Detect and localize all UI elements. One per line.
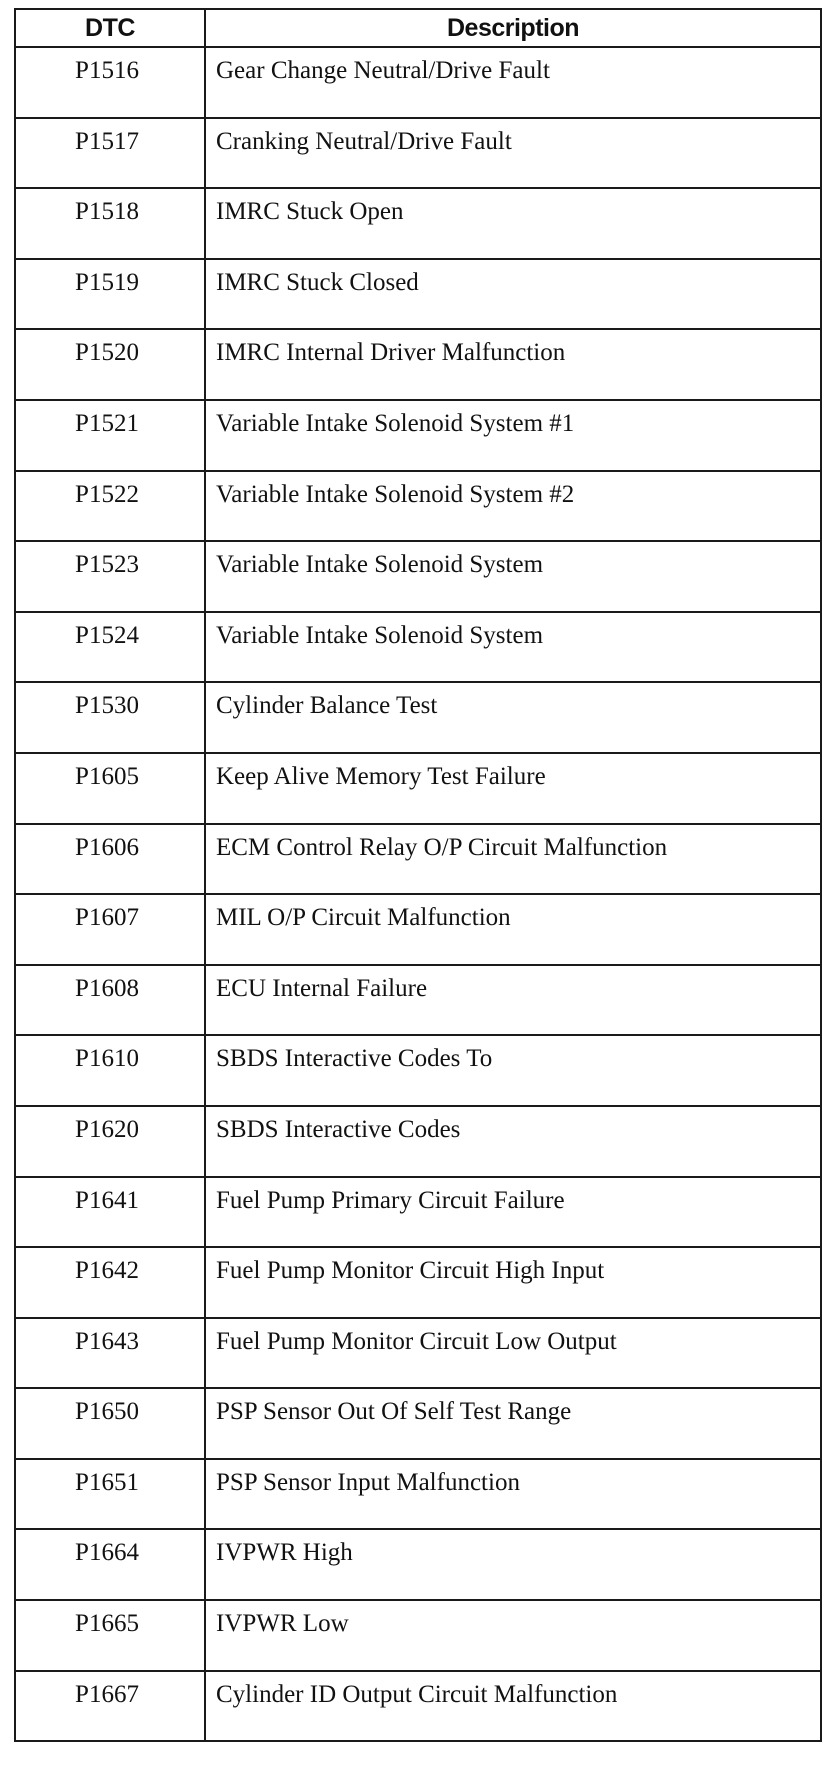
table-row — [15, 1035, 821, 1106]
table-row — [15, 894, 821, 965]
dtc-description-cell: Cylinder Balance Test — [205, 682, 821, 753]
table-row — [15, 1529, 821, 1600]
dtc-description-cell: Gear Change Neutral/Drive Fault — [205, 47, 821, 118]
table-row — [15, 1671, 821, 1742]
dtc-code-cell: P1667 — [15, 1671, 205, 1742]
table-row — [15, 1600, 821, 1671]
table-row — [15, 118, 821, 189]
dtc-description-cell: Cylinder ID Output Circuit Malfunction — [205, 1671, 821, 1742]
dtc-code-cell: P1524 — [15, 612, 205, 683]
dtc-code-cell: P1608 — [15, 965, 205, 1036]
dtc-code-cell: P1665 — [15, 1600, 205, 1671]
dtc-code-cell: P1642 — [15, 1247, 205, 1318]
table-row — [15, 1388, 821, 1459]
dtc-description-cell: SBDS Interactive Codes To — [205, 1035, 821, 1106]
table-row — [15, 824, 821, 895]
table-row — [15, 329, 821, 400]
table-row — [15, 400, 821, 471]
table-row — [15, 965, 821, 1036]
dtc-code-cell: P1606 — [15, 824, 205, 895]
dtc-code-cell: P1643 — [15, 1318, 205, 1389]
dtc-description-cell: IMRC Stuck Open — [205, 188, 821, 259]
dtc-code-cell: P1516 — [15, 47, 205, 118]
dtc-description-cell: Fuel Pump Primary Circuit Failure — [205, 1177, 821, 1248]
dtc-description-cell: Variable Intake Solenoid System — [205, 541, 821, 612]
dtc-code-cell: P1605 — [15, 753, 205, 824]
header-description: Description — [205, 9, 821, 47]
dtc-description-cell: SBDS Interactive Codes — [205, 1106, 821, 1177]
dtc-description-cell: ECU Internal Failure — [205, 965, 821, 1036]
table-row — [15, 188, 821, 259]
dtc-code-cell: P1651 — [15, 1459, 205, 1530]
dtc-code-cell: P1523 — [15, 541, 205, 612]
table-row — [15, 541, 821, 612]
table-row — [15, 682, 821, 753]
dtc-code-cell: P1620 — [15, 1106, 205, 1177]
dtc-code-cell: P1607 — [15, 894, 205, 965]
table-row — [15, 47, 821, 118]
dtc-description-cell: IMRC Internal Driver Malfunction — [205, 329, 821, 400]
table-row — [15, 259, 821, 330]
table-row — [15, 1106, 821, 1177]
dtc-description-cell: Variable Intake Solenoid System #2 — [205, 471, 821, 542]
dtc-description-cell: PSP Sensor Input Malfunction — [205, 1459, 821, 1530]
dtc-description-cell: ECM Control Relay O/P Circuit Malfunction — [205, 824, 821, 895]
table-row — [15, 1318, 821, 1389]
table-row — [15, 612, 821, 683]
dtc-code-cell: P1517 — [15, 118, 205, 189]
table-row — [15, 1247, 821, 1318]
header-row — [15, 9, 821, 47]
dtc-code-cell: P1641 — [15, 1177, 205, 1248]
dtc-code-cell: P1519 — [15, 259, 205, 330]
dtc-description-cell: Variable Intake Solenoid System #1 — [205, 400, 821, 471]
dtc-code-cell: P1520 — [15, 329, 205, 400]
dtc-description-cell: Keep Alive Memory Test Failure — [205, 753, 821, 824]
dtc-table — [14, 8, 822, 1742]
dtc-description-cell: Fuel Pump Monitor Circuit Low Output — [205, 1318, 821, 1389]
table-header — [15, 9, 821, 47]
dtc-code-cell: P1530 — [15, 682, 205, 753]
dtc-code-cell: P1521 — [15, 400, 205, 471]
table-body — [15, 47, 821, 1741]
dtc-description-cell: Cranking Neutral/Drive Fault — [205, 118, 821, 189]
dtc-code-cell: P1518 — [15, 188, 205, 259]
dtc-description-cell: IMRC Stuck Closed — [205, 259, 821, 330]
dtc-description-cell: Fuel Pump Monitor Circuit High Input — [205, 1247, 821, 1318]
header-dtc: DTC — [15, 9, 205, 47]
dtc-description-cell: IVPWR High — [205, 1529, 821, 1600]
table-row — [15, 471, 821, 542]
dtc-description-cell: IVPWR Low — [205, 1600, 821, 1671]
table-row — [15, 753, 821, 824]
dtc-code-cell: P1650 — [15, 1388, 205, 1459]
dtc-code-cell: P1522 — [15, 471, 205, 542]
dtc-description-cell: Variable Intake Solenoid System — [205, 612, 821, 683]
table-row — [15, 1459, 821, 1530]
table-row — [15, 1177, 821, 1248]
dtc-code-cell: P1610 — [15, 1035, 205, 1106]
dtc-description-cell: MIL O/P Circuit Malfunction — [205, 894, 821, 965]
dtc-description-cell: PSP Sensor Out Of Self Test Range — [205, 1388, 821, 1459]
dtc-code-cell: P1664 — [15, 1529, 205, 1600]
